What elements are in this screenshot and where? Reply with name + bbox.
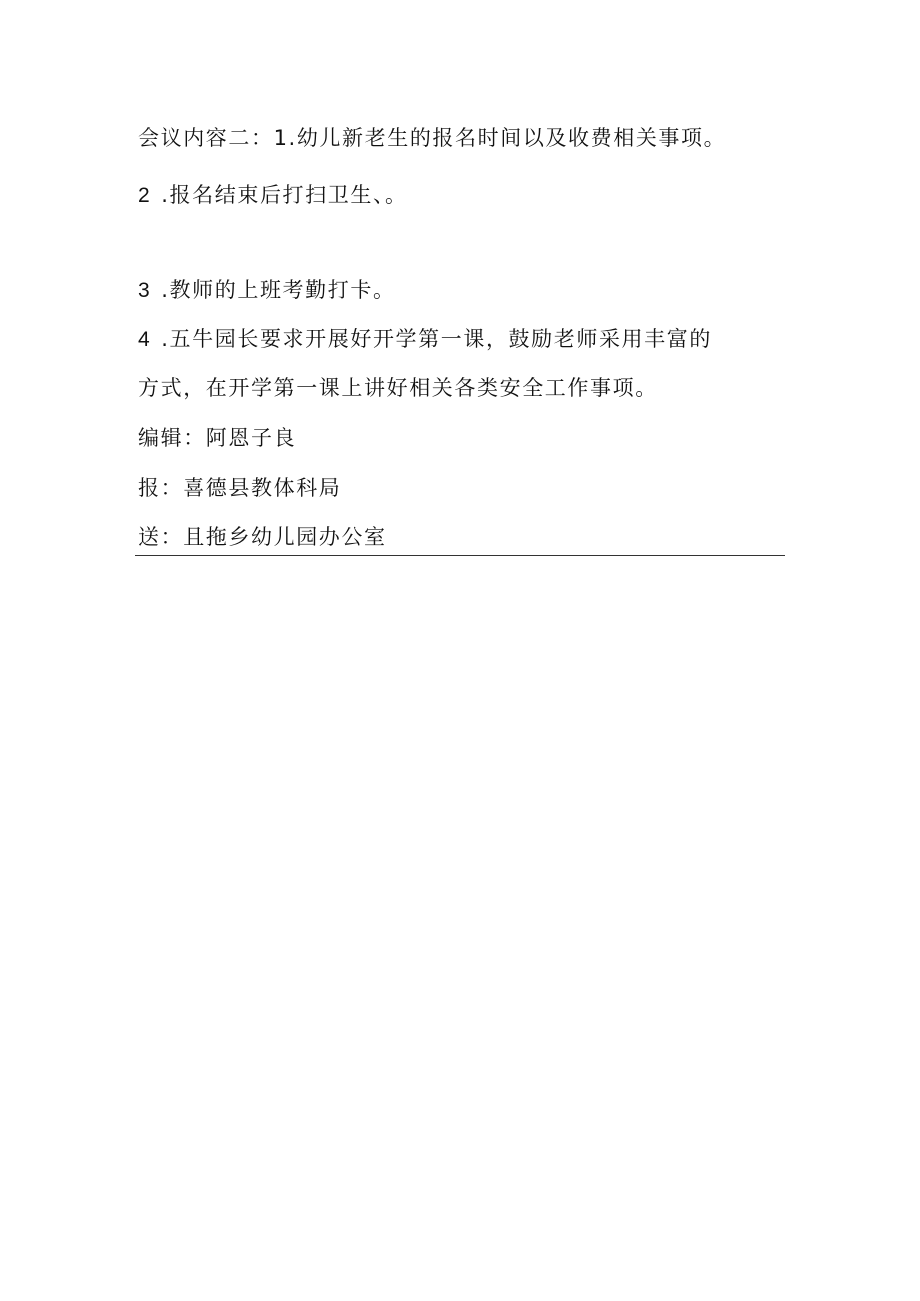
item-4-continuation: 方式，在开学第一课上讲好相关各类安全工作事项。	[138, 376, 658, 400]
send-to-line: 送：且拖乡幼儿园办公室	[138, 525, 387, 549]
item-4-text: .五牛园长要求开展好开学第一课，鼓励老师采用丰富的	[161, 327, 712, 351]
meeting-content-line: 会议内容二：1.幼儿新老生的报名时间以及收费相关事项。	[138, 126, 727, 150]
item-4	[138, 325, 712, 354]
item-3-text: .教师的上班考勤打卡。	[161, 278, 396, 302]
item-2-number: 2	[138, 184, 152, 207]
item-3-number: 3	[138, 279, 152, 302]
item-2-text: .报名结束后打扫卫生、。	[161, 183, 408, 207]
footer-divider	[135, 555, 785, 556]
item-3	[138, 276, 396, 305]
item-2	[138, 181, 408, 210]
editor-line: 编辑：阿恩子良	[138, 426, 297, 450]
item-4-number: 4	[138, 328, 152, 351]
report-to-line: 报：喜德县教体科局	[138, 476, 342, 500]
